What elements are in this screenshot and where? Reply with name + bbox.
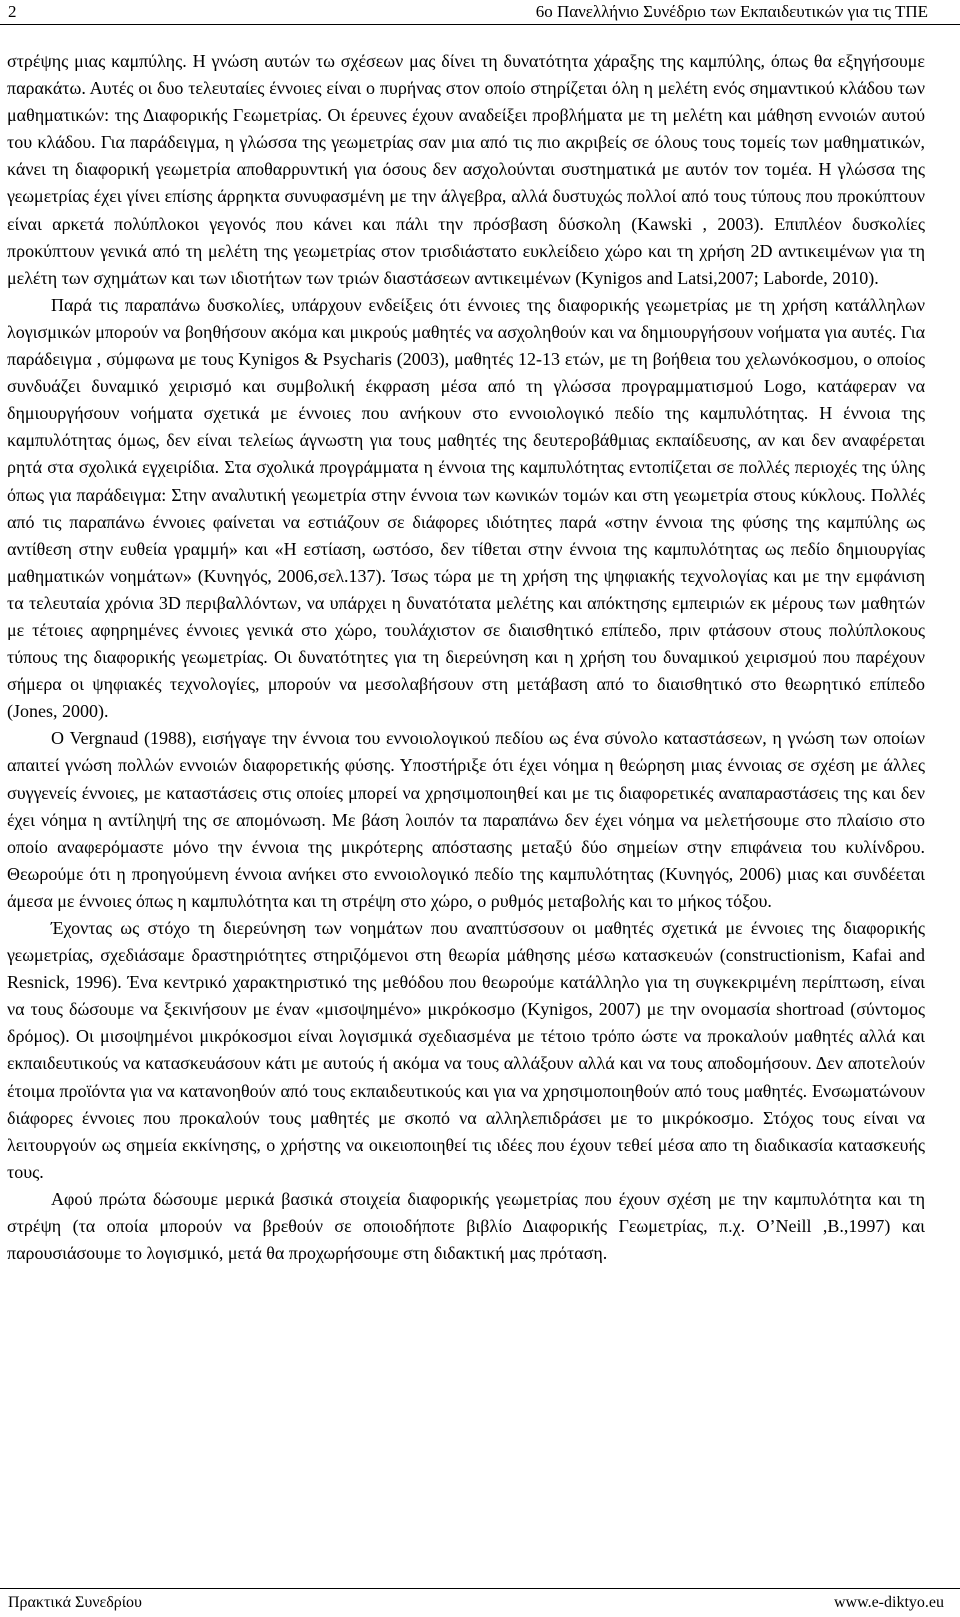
running-title: 6ο Πανελλήνιο Συνέδριο των Εκπαιδευτικών για τις ΤΠΕ (535, 2, 928, 21)
footer-divider (0, 1588, 960, 1589)
paragraph-3: Ο Vergnaud (1988), εισήγαγε την έννοια του εννοιολογικού πεδίου ως ένα σύνολο καταστάσεων, η γνώση των οποίων απαιτεί γνώση πολλών εννοιών διαφορετικής φύσης. Υποστήριξε ότι έχει νόημα η θεώρηση μιας έννοιας σε σχέση με άλλες συγγενείς έννοιες, με καταστάσεις στις οποίες μπορεί να χρησιμοποιηθεί και με τις διαφορετικές αναπαραστάσεις της και δεν έχει νόημα η αντίληψή της σε απομόνωση. Με βάση λοιπόν τα παραπάνω δεν έχει νόημα να μελετήσουμε στο πλαίσιο στο οποίο αναφερόμαστε μόνο την έννοια της μικρότερης απόστασης μεταξύ δύο σημείων στην επιφάνεια του κυλίνδρου. Θεωρούμε ότι η προηγούμενη έννοια ανήκει στο εννοιολογικό πεδίο της καμπυλότητας (Κυνηγός, 2006) μιας και συνδέεται άμεσα με έννοιες όπως η καμπυλότητα και τη στρέψη στο χώρο, ο ρυθμός μεταβολής και το μήκος τόξου. (7, 728, 925, 911)
paragraph-4: Έχοντας ως στόχο τη διερεύνηση των νοημάτων που αναπτύσσουν οι μαθητές σχετικά με έννοιες της διαφορικής γεωμετρίας, σχεδιάσαμε δραστηριότητες στηριζόμενοι στη θεωρία μάθησης μέσω κατασκευών (constructionism, Kafai and Resnick, 1996). Ένα κεντρικό χαρακτηριστικό της μεθόδου που θεωρούμε κατάλληλο για τη συγκεκριμένη περίπτωση, είναι να τους δώσουμε να ξεκινήσουν με έναν «μισοψημένο» μικρόκοσμο (Kynigos, 2007) με την ονομασία shortroad (σύντομος δρόμος). Οι μισοψημένοι μικρόκοσμοι είναι λογισμικά σχεδιασμένα με τέτοιο τρόπο ώστε να προκαλούν μαθητές αλλά και εκπαιδευτικούς να κατασκευάσουν κάτι με αυτούς ή ακόμα να τους αλλάξουν αλλά και να τους αποδομήσουν. Δεν αποτελούν έτοιμα προϊόντα για να κατανοηθούν από τους εκπαιδευτικούς και για να χρησιμοποιηθούν από τους μαθητές. Ενσωματώνουν διάφορες έννοιες που προκαλούν τους μαθητές με σκοπό να αλληλεπιδράσει με το μικρόκοσμο. Στόχος τους είναι να λειτουργούν ως σημεία εκκίνησης, ο χρήστης να οικειοποιηθεί τις ιδέες που έχουν τεθεί μέσα απο τη διαδικασία κατασκευής τους. (7, 918, 925, 1182)
body-text (7, 48, 925, 1267)
proceedings-label: Πρακτικά Συνεδρίου (8, 1594, 142, 1611)
header-divider (0, 24, 960, 25)
page-footer (0, 1588, 960, 1617)
website-url: www.e-diktyo.eu (833, 1594, 944, 1611)
page-number: 2 (8, 2, 17, 21)
paragraph-2: Παρά τις παραπάνω δυσκολίες, υπάρχουν ενδείξεις ότι έννοιες της διαφορικής γεωμετρίας με τη χρήση κατάλληλων λογισμικών μπορούν να βοηθήσουν ακόμα και μικρούς μαθητές να ασχοληθούν και να δημιουργήσουν νοήματα για αυτές. Για παράδειγμα , σύμφωνα με τους Kynigos & Psycharis (2003), μαθητές 12-13 ετών, με τη βοήθεια του χελωνόκοσμου, ο οποίος συνδυάζει δυναμικό χειρισμό και συμβολική έκφραση μέσα από τη γλώσσα προγραμματισμού Logo, κατάφεραν να δημιουργήσουν νοήματα σχετικά με έννοιες που ανήκουν στο εννοιολογικό πεδίο της καμπυλότητας. Η έννοια της καμπυλότητας όμως, δεν είναι τελείως άγνωστη για τους μαθητές της δευτεροβάθμιας εκπαίδευσης, αν και δεν αναφέρεται ρητά στα σχολικά εγχειρίδια. Στα σχολικά προγράμματα η έννοια της καμπυλότητας εντοπίζεται σε πολλές περιοχές της ύλης όπως για παράδειγμα: Στην αναλυτική γεωμετρία στην έννοια των κωνικών τομών και στη γεωμετρία στους κύκλους. Πολλές από τις παραπάνω έννοιες φαίνεται να εστιάζουν σε διάφορες ιδιότητες παρά «στην έννοια της φύσης της καμπύλης ως αντίθεση στην ευθεία γραμμή» και «Η εστίαση, ωστόσο, δεν τίθεται στην έννοια της καμπυλότητας ως πεδίο δημιουργίας μαθηματικών νοημάτων» (Κυνηγός, 2006,σελ.137). Ίσως τώρα με τη χρήση της ψηφιακής τεχνολογίας και με την εμφάνιση τα τελευταία χρόνια 3D περιβαλλόντων, να υπάρχει η δυνατότατα μελέτης και απόκτησης εμπειριών εκ μέρους των μαθητών με τέτοιες αφηρημένες έννοιες γενικά στο χώρο, τουλάχιστον σε διαισθητικό επίπεδο, πριν φτάσουν στους πολύπλοκους τύπους της διαφορικής γεωμετρίας. Οι δυνατότητες για τη διερεύνηση και η χρήση του δυναμικού χειρισμού που παρέχουν σήμερα οι ψηφιακές τεχνολογίες, μπορούν να μεσολαβήσουν στη μετάβαση από το διαισθητικό στο θεωρητικό επίπεδο (Jones, 2000). (7, 294, 925, 722)
page-header (0, 0, 960, 26)
paragraph-1: στρέψης μιας καμπύλης. Η γνώση αυτών τω σχέσεων μας δίνει τη δυνατότητα χάραξης της καμπύλης, όπως θα εξηγήσουμε παρακάτω. Αυτές οι δυο τελευταίες έννοιες είναι ο πυρήνας στον οποίο στηρίζεται όλη η μελέτη ενός σημαντικού κλάδου των μαθηματικών: της Διαφορικής Γεωμετρίας. Οι έρευνες έχουν αναδείξει προβλήματα με τη μελέτη και μάθηση εννοιών αυτού του κλάδου. Για παράδειγμα, η γλώσσα της γεωμετρίας σαν μια από τις πιο ακριβείς σε όλους τους τομείς των μαθηματικών, κάνει τη διαφορική γεωμετρία αποθαρρυντική για όσους δεν ασχολούνται συστηματικά με αυτόν τον τομέα. Η γλώσσα της γεωμετρίας έχει γίνει επίσης άρρηκτα συνυφασμένη με την άλγεβρα, αλλά δυστυχώς πολλοί από τους τύπους που προκύπτουν είναι αρκετά πολύπλοκοι γεγονός που κάνει και πάλι την πρόσβαση δύσκολη (Kawski , 2003). Επιπλέον δυσκολίες προκύπτουν γενικά από τη μελέτη της γεωμετρίας στον τρισδιάστατο ευκλείδειο χώρο και τη χρήση 2D αντικειμένων για τη μελέτη των σχημάτων και των ιδιοτήτων των τριών διαστάσεων αντικειμένων (Kynigos and Latsi,2007; Laborde, 2010). (7, 51, 925, 288)
paragraph-5: Αφού πρώτα δώσουμε μερικά βασικά στοιχεία διαφορικής γεωμετρίας που έχουν σχέση με την καμπυλότητα και τη στρέψη (τα οποία μπορούν να βρεθούν σε οποιοδήποτε βιβλίο Διαφορικής Γεωμετρίας, π.χ. O’Neill ,B.,1997) και παρουσιάσουμε το λογισμικό, μετά θα προχωρήσουμε στη διδακτική μας πρόταση. (7, 1188, 925, 1264)
